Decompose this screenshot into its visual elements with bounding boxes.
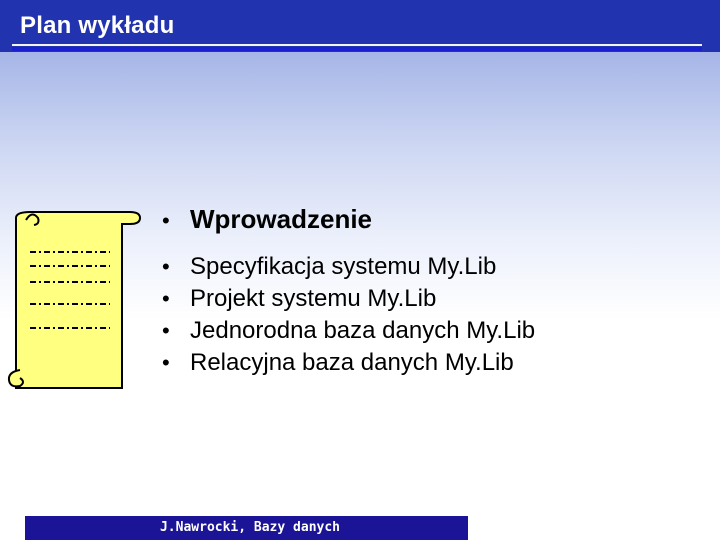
list-item-text: Relacyjna baza danych My.Lib [190, 349, 514, 376]
list-item [162, 283, 535, 315]
list-item [162, 347, 535, 379]
list-item [162, 204, 535, 235]
list-item-text: Jednorodna baza danych My.Lib [190, 317, 536, 344]
scroll-icon [0, 200, 150, 400]
bullet-list [162, 204, 535, 379]
list-item-text: Projekt systemu My.Lib [190, 285, 437, 312]
list-item [162, 251, 535, 283]
bullet-icon: • [162, 286, 170, 311]
list-item-text: Specyfikacja systemu My.Lib [190, 253, 497, 280]
bullet-icon: • [162, 254, 170, 279]
page-title: Plan wykładu [20, 12, 175, 39]
title-underline [12, 47, 702, 51]
bullet-icon: • [162, 318, 170, 343]
list-item [162, 315, 535, 347]
title-underline-highlight [12, 44, 702, 46]
footer-text: J.Nawrocki, Bazy danych [159, 520, 340, 535]
bullet-icon: • [162, 350, 170, 375]
list-item-text: Wprowadzenie [190, 204, 373, 234]
footer-bar [25, 516, 468, 540]
bullet-icon: • [162, 208, 170, 233]
